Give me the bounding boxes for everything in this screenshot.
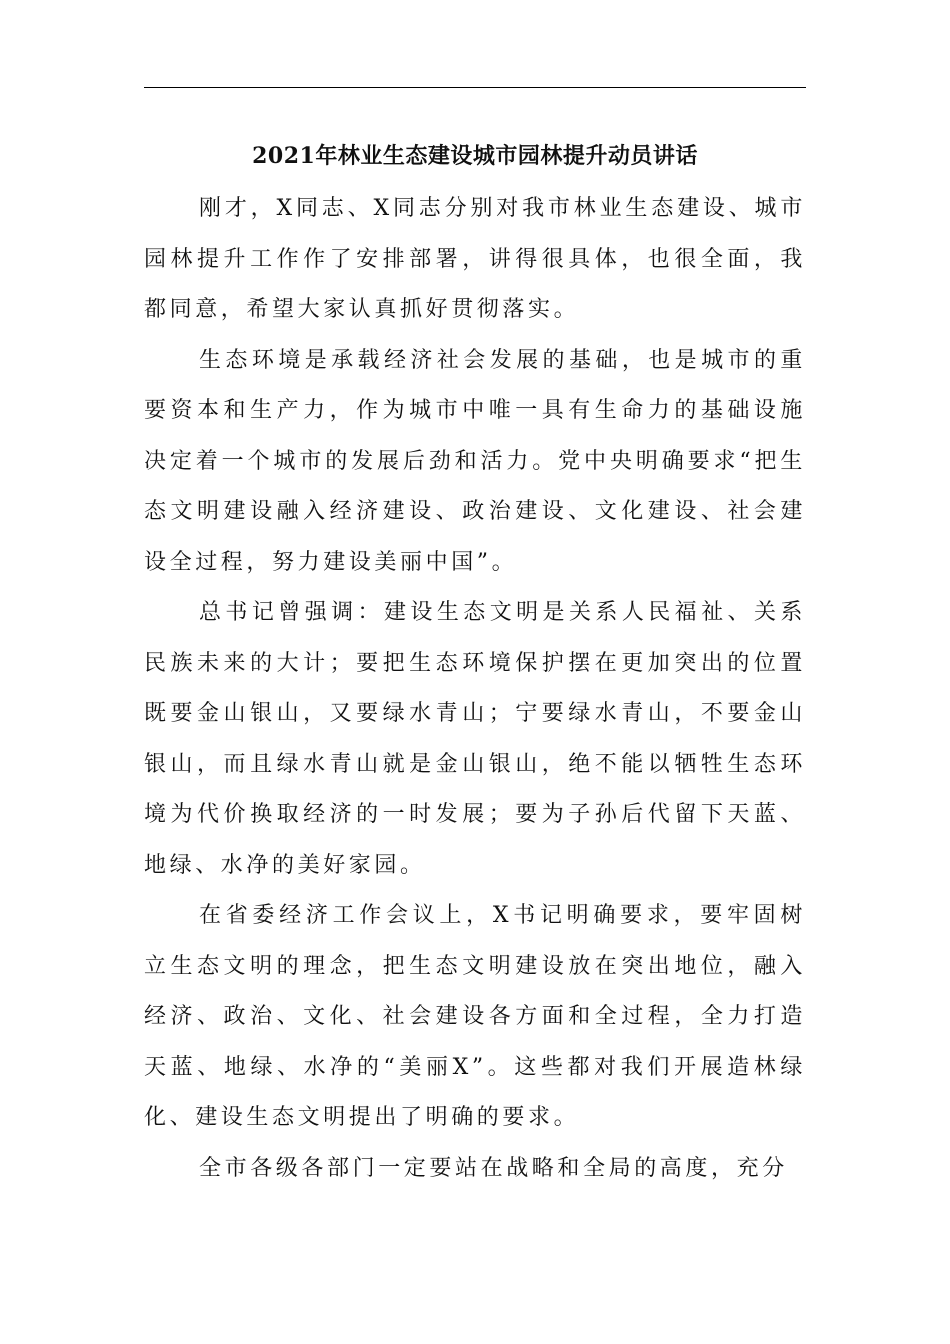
document-body [144,184,806,1194]
paragraph-2: 生态环境是承载经济社会发展的基础，也是城市的重要资本和生产力，作为城市中唯一具有生命力的基础设施决定着一个城市的发展后劲和活力。党中央明确要求“把生态文明建设融入经济建设、政治建设、文化建设、社会建设全过程，努力建设美丽中国”。 [144,347,806,575]
paragraph-4: 在省委经济工作会议上，X书记明确要求，要牢固树立生态文明的理念，把生态文明建设放在突出地位，融入经济、政治、文化、社会建设各方面和全过程，全力打造天蓝、地绿、水净的“美丽X”。这些都对我们开展造林绿化、建设生态文明提出了明确的要求。 [144,903,806,1130]
paragraph-3: 总书记曾强调：建设生态文明是关系人民福祉、关系民族未来的大计；要把生态环境保护摆在更加突出的位置既要金山银山，又要绿水青山；宁要绿水青山，不要金山银山，而且绿水青山就是金山银山，绝不能以牺牲生态环境为代价换取经济的一时发展；要为子孙后代留下天蓝、地绿、水净的美好家园。 [144,600,806,878]
paragraph-5: 全市各级各部门一定要站在战略和全局的高度，充分 [199,1155,788,1181]
document-title: 2021年林业生态建设城市园林提升动员讲话 [252,143,698,169]
paragraph-1: 刚才，X同志、X同志分别对我市林业生态建设、城市园林提升工作作了安排部署，讲得很具体，也很全面，我都同意，希望大家认真抓好贯彻落实。 [144,196,806,322]
header-rule [144,87,806,88]
